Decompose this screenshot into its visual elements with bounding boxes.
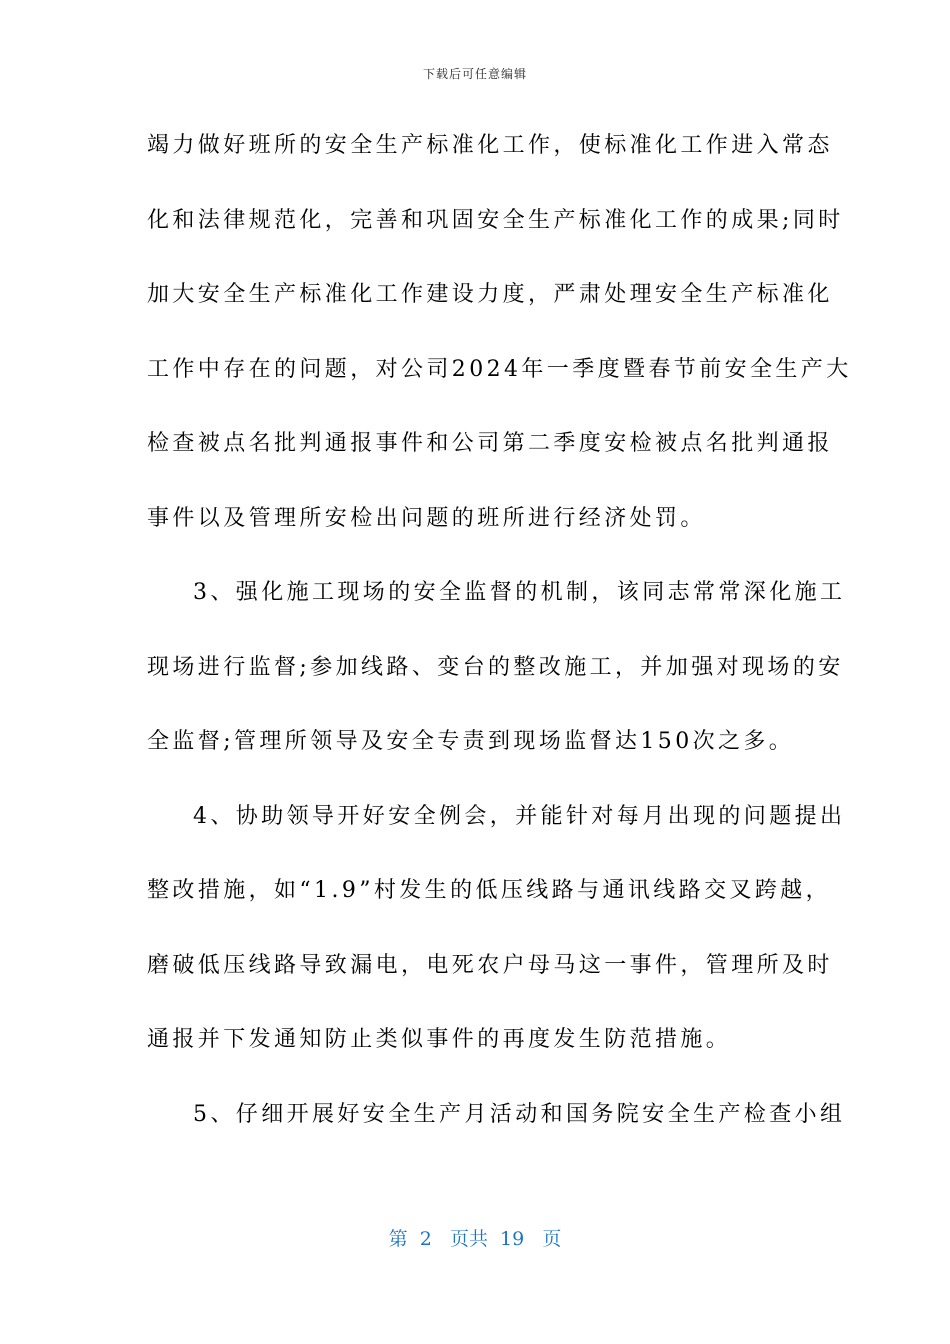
paragraph-5-start: 5、仔细开展好安全生产月活动和国务院安全生产检查小组 bbox=[193, 1101, 846, 1127]
body-line: 化和法律规范化，完善和巩固安全生产标准化工作的成果;同时 bbox=[147, 207, 844, 233]
paragraph-4-start: 4、协助领导开好安全例会，并能针对每月出现的问题提出 bbox=[193, 803, 846, 829]
page-number-footer: 第 2 页共 19 页 bbox=[388, 1228, 562, 1250]
body-line: 竭力做好班所的安全生产标准化工作，使标准化工作进入常态 bbox=[147, 133, 833, 158]
body-line: 事件以及管理所安检出问题的班所进行经济处罚。 bbox=[147, 505, 706, 531]
body-line: 工作中存在的问题，对公司2024年一季度暨春节前安全生产大 bbox=[147, 356, 852, 382]
body-line: 现场进行监督;参加线路、变台的整改施工，并加强对现场的安 bbox=[147, 654, 844, 680]
body-line: 检查被点名批判通报事件和公司第二季度安检被点名批判通报 bbox=[147, 431, 833, 456]
body-line: 磨破低压线路导致漏电，电死农户母马这一事件，管理所及时 bbox=[147, 952, 833, 978]
paragraph-3-start: 3、强化施工现场的安全监督的机制，该同志常常深化施工 bbox=[193, 580, 846, 605]
page-header: 下载后可任意编辑 bbox=[422, 67, 527, 81]
body-line: 通报并下发通知防止类似事件的再度发生防范措施。 bbox=[147, 1027, 732, 1052]
body-line: 加大安全生产标准化工作建设力度，严肃处理安全生产标准化 bbox=[147, 282, 833, 307]
body-line: 整改措施，如“1.9”村发生的低压线路与通讯线路交叉跨越， bbox=[147, 878, 832, 903]
body-line: 全监督;管理所领导及安全专责到现场监督达150次之多。 bbox=[147, 729, 795, 754]
document-body bbox=[147, 127, 852, 1170]
